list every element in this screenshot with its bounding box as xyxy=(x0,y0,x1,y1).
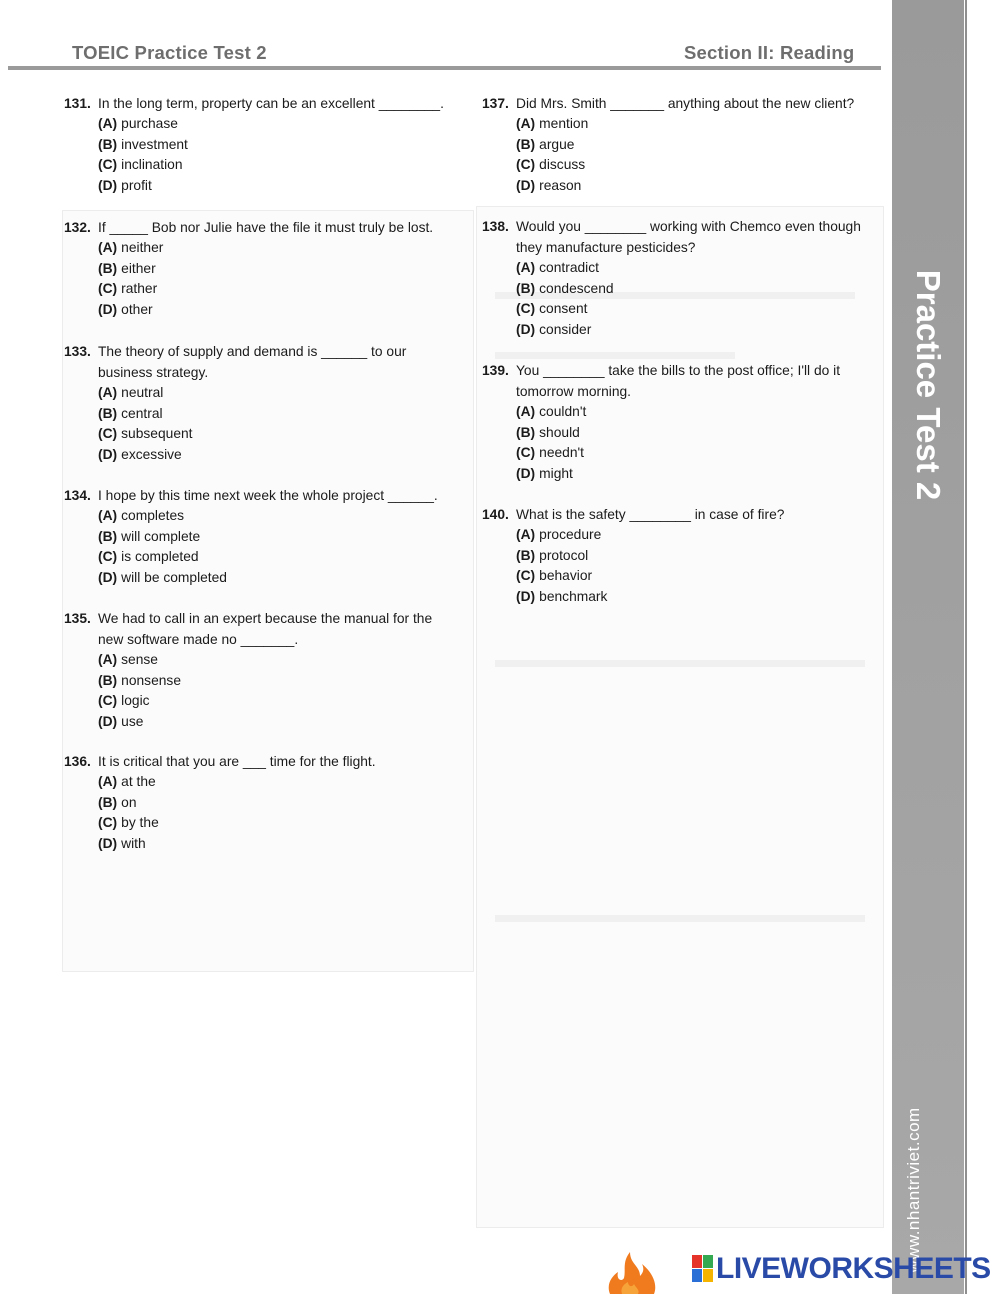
option-text: couldn't xyxy=(539,404,587,419)
answer-option[interactable] xyxy=(64,671,464,692)
question-137 xyxy=(482,93,877,196)
option-letter: (B) xyxy=(98,528,118,544)
answer-option[interactable] xyxy=(64,135,464,156)
option-text: contradict xyxy=(539,260,599,275)
answer-option[interactable] xyxy=(64,691,464,712)
answer-option[interactable] xyxy=(482,566,877,587)
option-letter: (A) xyxy=(98,774,118,789)
flame-icon xyxy=(604,1250,660,1294)
option-letter: (C) xyxy=(98,815,118,831)
answer-option[interactable] xyxy=(64,834,464,855)
liveworksheets-logo-icon xyxy=(692,1255,714,1283)
answer-option[interactable] xyxy=(64,383,464,404)
answer-option[interactable] xyxy=(64,279,464,300)
option-letter: (C) xyxy=(98,549,118,565)
question-number: 133. xyxy=(64,344,91,359)
option-text: protocol xyxy=(539,547,589,563)
answer-option[interactable] xyxy=(482,176,877,197)
option-letter: (C) xyxy=(98,426,118,442)
option-text: is completed xyxy=(121,549,199,565)
option-letter: (C) xyxy=(98,281,118,297)
option-text: neither xyxy=(121,240,164,255)
question-number: 134. xyxy=(64,488,91,503)
question-stem: You ________ take the bills to the post office; I'll do it xyxy=(516,363,841,378)
answer-option[interactable] xyxy=(482,546,877,567)
question-number: 138. xyxy=(482,219,509,234)
question-number: 132. xyxy=(64,220,91,235)
question-stem: It is critical that you are ___ time for the flight. xyxy=(98,754,376,769)
option-letter: (A) xyxy=(516,260,536,275)
option-text: procedure xyxy=(539,527,602,542)
answer-option[interactable] xyxy=(64,650,464,671)
question-number: 139. xyxy=(482,363,509,378)
question-stem-continuation: new software made no _______. xyxy=(98,632,299,647)
option-text: other xyxy=(121,301,153,317)
option-letter: (A) xyxy=(98,116,118,131)
question-stem: Would you ________ working with Chemco even though xyxy=(516,219,861,234)
option-letter: (C) xyxy=(516,157,536,173)
answer-option[interactable] xyxy=(64,813,464,834)
option-letter: (D) xyxy=(516,588,536,604)
option-text: investment xyxy=(121,136,188,152)
option-text: argue xyxy=(539,136,575,152)
option-text: condescend xyxy=(539,280,614,296)
answer-option[interactable] xyxy=(64,300,464,321)
answer-option[interactable] xyxy=(482,258,877,279)
question-134 xyxy=(64,485,464,588)
option-letter: (D) xyxy=(98,569,118,585)
option-text: reason xyxy=(539,177,582,193)
answer-option[interactable] xyxy=(482,279,877,300)
answer-option[interactable] xyxy=(64,259,464,280)
option-letter: (C) xyxy=(516,568,536,584)
option-text: logic xyxy=(121,693,150,709)
answer-option[interactable] xyxy=(482,299,877,320)
option-letter: (A) xyxy=(98,385,118,400)
question-136 xyxy=(64,751,464,854)
question-stem: What is the safety ________ in case of fire? xyxy=(516,507,785,522)
option-text: benchmark xyxy=(539,588,608,604)
question-stem: I hope by this time next week the whole project ______. xyxy=(98,488,438,503)
option-letter: (D) xyxy=(98,177,118,193)
header-right-title: Section II: Reading xyxy=(684,42,855,63)
option-letter: (D) xyxy=(98,301,118,317)
option-letter: (D) xyxy=(98,446,118,462)
bleed-through-line xyxy=(495,915,865,922)
answer-option[interactable] xyxy=(64,793,464,814)
option-text: completes xyxy=(121,508,185,523)
option-letter: (B) xyxy=(516,424,536,440)
question-number: 136. xyxy=(64,754,91,769)
option-text: neutral xyxy=(121,385,164,400)
option-letter: (B) xyxy=(516,280,536,296)
side-tab xyxy=(892,0,964,1294)
option-letter: (C) xyxy=(516,445,536,461)
side-tab-url: www.nhantriviet.com xyxy=(904,1107,923,1273)
option-text: profit xyxy=(121,177,152,193)
option-text: subsequent xyxy=(121,426,193,442)
option-text: will complete xyxy=(121,528,201,544)
option-text: should xyxy=(539,424,580,440)
question-139 xyxy=(482,360,877,484)
option-text: either xyxy=(121,260,156,276)
option-text: might xyxy=(539,465,573,481)
question-stem-continuation: they manufacture pesticides? xyxy=(516,240,696,255)
bleed-through-line xyxy=(495,660,865,667)
answer-option[interactable] xyxy=(64,547,464,568)
question-132 xyxy=(64,217,464,320)
question-140 xyxy=(482,504,877,607)
option-letter: (B) xyxy=(98,405,118,421)
question-number: 140. xyxy=(482,507,509,522)
option-text: mention xyxy=(539,116,589,131)
answer-option[interactable] xyxy=(64,712,464,733)
option-text: nonsense xyxy=(121,672,181,688)
option-letter: (B) xyxy=(516,547,536,563)
header-divider xyxy=(8,66,881,70)
answer-option[interactable] xyxy=(64,445,464,466)
option-text: consent xyxy=(539,301,588,317)
option-text: behavior xyxy=(539,568,593,584)
option-letter: (D) xyxy=(98,713,118,729)
side-tab-title: Practice Test 2 xyxy=(910,269,947,501)
question-number: 131. xyxy=(64,96,91,111)
answer-option[interactable] xyxy=(482,587,877,608)
question-stem: We had to call in an expert because the manual for the xyxy=(98,611,433,626)
answer-option[interactable] xyxy=(482,525,877,546)
option-letter: (D) xyxy=(98,835,118,851)
question-number: 137. xyxy=(482,96,509,111)
answer-option[interactable] xyxy=(64,404,464,425)
bleed-through-panel-left xyxy=(62,210,474,972)
option-text: needn't xyxy=(539,445,584,461)
option-letter: (C) xyxy=(516,301,536,317)
option-text: rather xyxy=(121,281,158,297)
answer-option[interactable] xyxy=(64,772,464,793)
option-letter: (D) xyxy=(516,177,536,193)
answer-option[interactable] xyxy=(64,155,464,176)
option-letter: (C) xyxy=(98,157,118,173)
question-138 xyxy=(482,216,877,340)
question-stem: The theory of supply and demand is ______ to our xyxy=(98,344,407,359)
option-text: sense xyxy=(121,652,158,667)
question-131 xyxy=(64,93,464,196)
option-letter: (B) xyxy=(98,794,118,810)
option-letter: (B) xyxy=(98,136,118,152)
answer-option[interactable] xyxy=(482,464,877,485)
question-stem: Did Mrs. Smith _______ anything about the new client? xyxy=(516,96,855,111)
answer-option[interactable] xyxy=(64,506,464,527)
option-text: at the xyxy=(121,774,156,789)
option-letter: (B) xyxy=(516,136,536,152)
option-text: discuss xyxy=(539,157,586,173)
option-text: consider xyxy=(539,321,592,337)
option-letter: (A) xyxy=(516,527,536,542)
answer-option[interactable] xyxy=(482,114,877,135)
option-text: purchase xyxy=(121,116,178,131)
answer-option[interactable] xyxy=(64,238,464,259)
question-number: 135. xyxy=(64,611,91,626)
side-tab-edge xyxy=(965,0,967,1294)
option-text: central xyxy=(121,405,163,421)
option-letter: (D) xyxy=(516,465,536,481)
answer-option[interactable] xyxy=(482,443,877,464)
option-letter: (A) xyxy=(98,652,118,667)
bleed-through-line xyxy=(495,352,735,359)
answer-option[interactable] xyxy=(64,114,464,135)
answer-option[interactable] xyxy=(64,424,464,445)
option-letter: (D) xyxy=(516,321,536,337)
question-133 xyxy=(64,341,464,465)
option-text: use xyxy=(121,713,144,729)
answer-option[interactable] xyxy=(64,568,464,589)
option-letter: (A) xyxy=(98,240,118,255)
question-stem-continuation: tomorrow morning. xyxy=(516,384,632,399)
answer-option[interactable] xyxy=(482,423,877,444)
answer-option[interactable] xyxy=(482,155,877,176)
question-stem: In the long term, property can be an excellent ________. xyxy=(98,96,444,111)
header-left-title: TOEIC Practice Test 2 xyxy=(72,42,267,63)
answer-option[interactable] xyxy=(482,402,877,423)
answer-option[interactable] xyxy=(64,176,464,197)
option-text: by the xyxy=(121,815,159,831)
option-letter: (A) xyxy=(98,508,118,523)
option-letter: (B) xyxy=(98,260,118,276)
answer-option[interactable] xyxy=(64,527,464,548)
option-letter: (B) xyxy=(98,672,118,688)
option-text: with xyxy=(121,835,146,851)
option-text: will be completed xyxy=(121,569,227,585)
question-135 xyxy=(64,608,464,732)
answer-option[interactable] xyxy=(482,135,877,156)
option-text: on xyxy=(121,794,137,810)
option-text: excessive xyxy=(121,446,182,462)
question-stem-continuation: business strategy. xyxy=(98,365,209,380)
option-letter: (C) xyxy=(98,693,118,709)
liveworksheets-brand[interactable]: LIVEWORKSHEETS xyxy=(716,1252,991,1285)
question-stem: If _____ Bob nor Julie have the file it must truly be lost. xyxy=(98,220,434,235)
option-text: inclination xyxy=(121,157,183,173)
option-letter: (A) xyxy=(516,116,536,131)
option-letter: (A) xyxy=(516,404,536,419)
answer-option[interactable] xyxy=(482,320,877,341)
